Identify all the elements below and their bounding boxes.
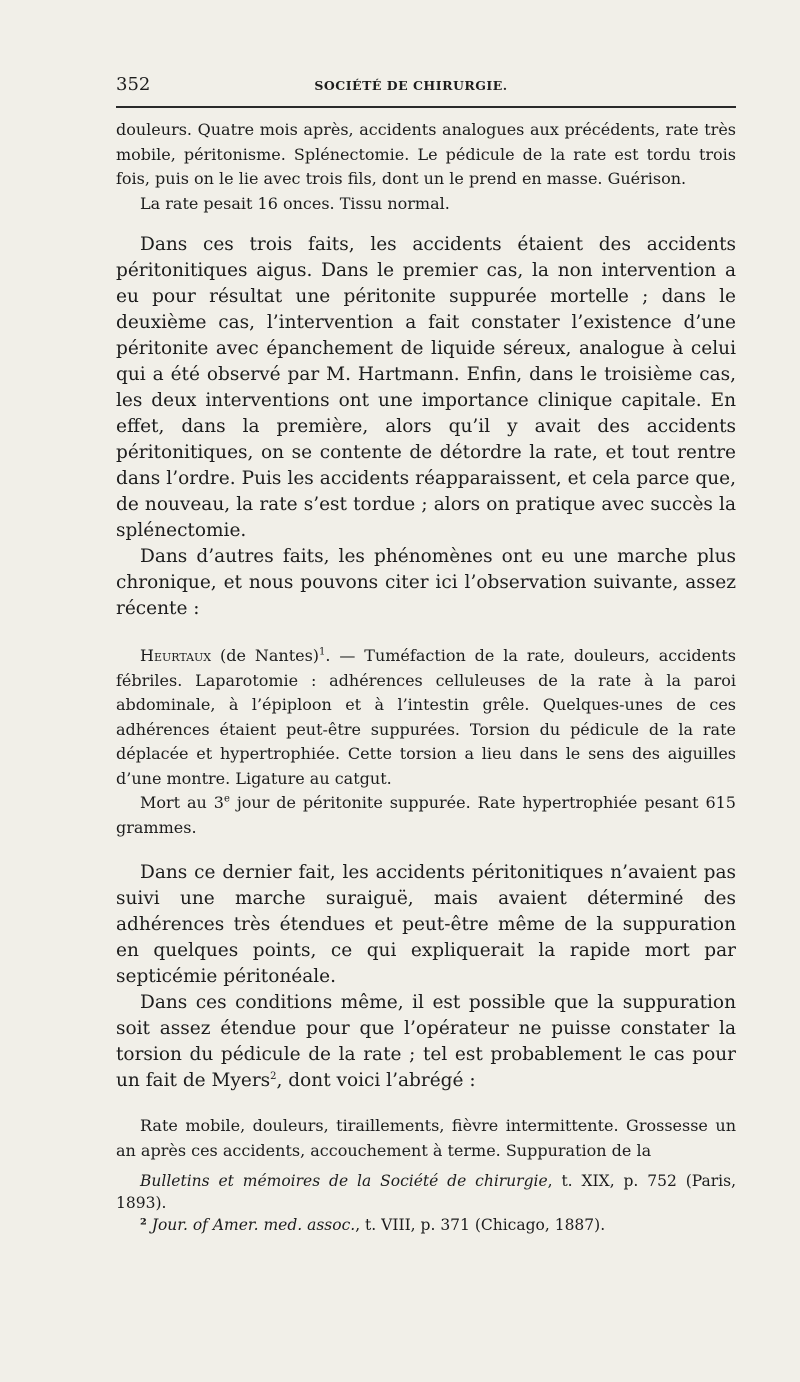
paragraph-6: Mort au 3e jour de péritonite suppurée. Rate hypertrophiée pesant 615 grammes. (116, 793, 736, 837)
body-text (116, 118, 736, 1163)
footnotes (116, 1170, 736, 1236)
paragraph-5 (116, 644, 736, 791)
footnote-2: ² Jour. of Amer. med. assoc., t. VIII, p. 371 (Chicago, 1887). (140, 1215, 606, 1234)
paragraph-3: Dans ces trois faits, les accidents étaient des accidents péritonitiques aigus. Dans le premier cas, la non intervention a eu pour résultat une péritonite suppurée mortelle ; dans le deuxième cas, l’intervention a fait constater l’existence d’une péritonite avec épanchement de liquide séreux, analogue à celui qui a été observé par M. Hartmann. Enfin, dans le troisième cas, les deux interventions ont une importance clinique capitale. En effet, dans la première, alors qu’il y avait des accidents péritonitiques, on se contente de détordre la rate, et tout rentre dans l’ordre. Puis les accidents réapparaissent, et cela parce que, de nouveau, la rate s’est tordue ; alors on pratique avec succès la splénectomie. (116, 234, 736, 541)
paragraph-7: Dans ce dernier fait, les accidents péritonitiques n’avaient pas suivi une marche suraiguë, mais avaient déterminé des adhérences très étendues et peut-être même de la suppuration en quelques points, ce qui expliquerait la rapide mort par septicémie péritonéale. (116, 862, 736, 987)
paragraph-1: douleurs. Quatre mois après, accidents analogues aux précédents, rate très mobile, péritonisme. Splénectomie. Le pédicule de la rate est tordu trois fois, puis on le lie avec trois fils, dont un le prend en masse. Guérison. (116, 120, 736, 188)
paragraph-4: Dans d’autres faits, les phénomènes ont eu une marche plus chronique, et nous pouvons citer ici l’observation suivante, assez récente : (116, 546, 736, 619)
running-title: SOCIÉTÉ DE CHIRURGIE. (314, 78, 508, 93)
footnote-ref-2: 2 (270, 1070, 277, 1082)
header-rule (116, 106, 736, 108)
footnote-1: Bulletins et mémoires de la Société de chirurgie, t. XIX, p. 752 (Paris, 1893). (116, 1172, 736, 1212)
paragraph-2: La rate pesait 16 onces. Tissu normal. (140, 193, 450, 213)
paragraph-9: Rate mobile, douleurs, tiraillements, fièvre intermittente. Grossesse un an après ces accidents, accouchement à terme. Suppuration de la (116, 1116, 736, 1160)
paragraph-8: Dans ces conditions même, il est possible que la suppuration soit assez étendue pour que l’opérateur ne puisse constater la torsion du pédicule de la rate ; tel est probablement le cas pour un fait de Myers$^2$, dont voici l’abrégé : (116, 992, 736, 1091)
page-number: 352 (116, 74, 151, 95)
paragraph-5-text: . — Tuméfaction de la rate, douleurs, accidents fébriles. Laparotomie : adhérences celluleuses de la rate à la paroi abdominale, à l’épiploon et à l’intestin grêle. Quelques-unes de ces adhérences étaient peut-être suppurées. Torsion du pédicule de la rate déplacée et hypertrophiée. Cette torsion a lieu dans le sens des aiguilles d’une montre. Ligature au catgut. (116, 646, 736, 788)
author-place: (de Nantes) (211, 646, 320, 665)
author-heurtaux: Heurtaux (140, 646, 212, 665)
footnote-ref-1: 1 (319, 646, 326, 658)
page-header (116, 74, 736, 98)
